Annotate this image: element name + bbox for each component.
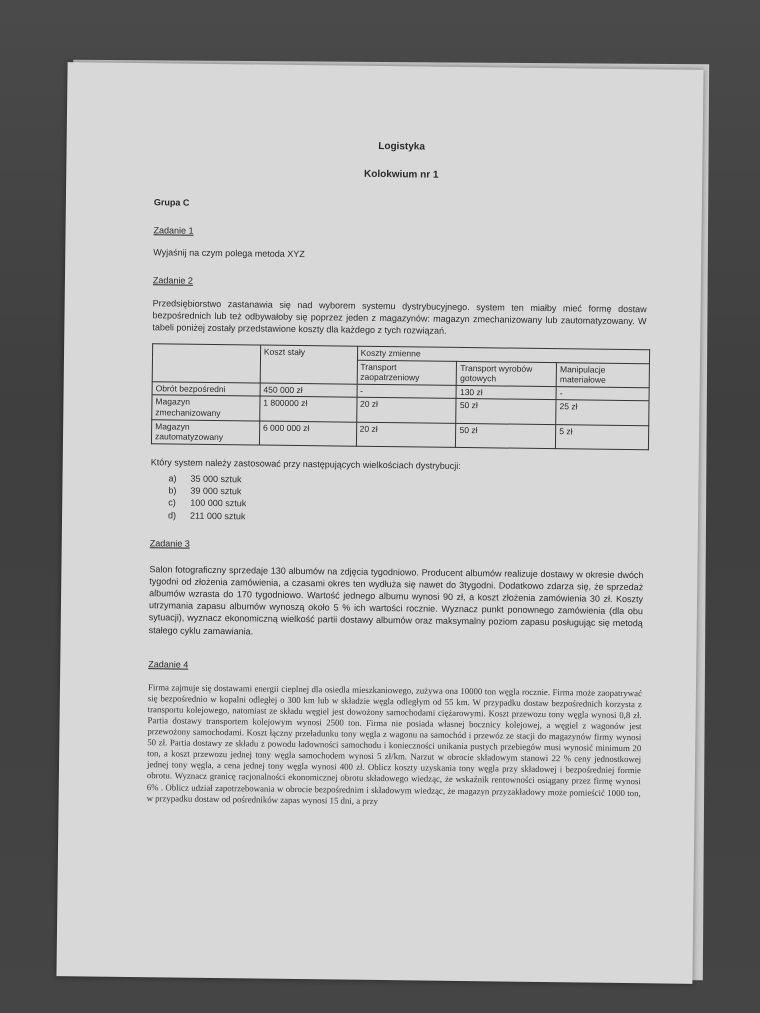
task2-intro: Przedsiębiorstwo zastanawia się nad wyborem systemu dystrybucyjnego. system ten miałby mieć formę dostaw bezpośrednich lub też odbywałoby się poprzez jeden z magazynów: magazyn zmechanizowany lub zautomatyzowany. W tabeli poniżej zostały przedstawione koszty dla każdego z tych rozwiązań. xyxy=(152,297,647,336)
task3-heading: Zadanie 3 xyxy=(149,537,190,549)
task4-heading: Zadanie 4 xyxy=(148,658,189,670)
options-list xyxy=(168,473,645,527)
task2-question: Który system należy zastosować przy następujących wielkościach dystrybucji: xyxy=(150,457,461,471)
paper-sheet xyxy=(56,62,703,984)
cell-fixed: 1 800000 zł xyxy=(260,397,357,422)
cell-supply: 20 zł xyxy=(356,398,456,423)
cell-fixed: 6 000 000 zł xyxy=(259,421,356,446)
option-text: 211 000 sztuk xyxy=(190,510,246,521)
cell-goods: 130 zł xyxy=(456,385,556,400)
row-name: Magazyn zmechanizowany xyxy=(152,395,260,421)
table-row xyxy=(151,419,648,449)
header-variable-costs: Koszty zmienne xyxy=(357,346,650,363)
cell-supply: - xyxy=(357,384,457,399)
task1-heading: Zadanie 1 xyxy=(153,225,194,236)
cell-handling: - xyxy=(556,387,649,402)
option-text: 35 000 sztuk xyxy=(190,473,242,485)
header-transport-supply: Transport zaopatrzeniowy xyxy=(357,360,457,385)
task2-heading: Zadanie 2 xyxy=(152,275,194,287)
cell-handling: 25 zł xyxy=(556,400,649,425)
option-mark: a) xyxy=(168,473,177,484)
option-mark: d) xyxy=(168,509,177,521)
header-transport-goods: Transport wyrobów gotowych xyxy=(457,361,557,386)
header-handling: Manipulacje materiałowe xyxy=(556,362,649,387)
cost-table xyxy=(151,343,650,450)
cell-goods: 50 zł xyxy=(456,399,556,424)
header-fixed-cost: Koszt stały xyxy=(260,345,357,384)
option-mark: c) xyxy=(168,497,176,508)
cell-handling: 5 zł xyxy=(556,424,649,449)
task1-text: Wyjaśnij na czym polega metoda XYZ xyxy=(153,247,305,260)
cell-fixed: 450 000 zł xyxy=(260,383,357,398)
option-text: 100 000 sztuk xyxy=(190,498,247,509)
task4-text: Firma zajmuje się dostawami energii cieplnej dla osiedla mieszkaniowego, zużywa ona 10000 ton węgla rocznie. Firma może zaopatrywać się bezpośrednio w kopalni odległej o 300 km lub w składzie węgla odległym od 55 km. W przypadku dostaw bezpośrednich korzysta z transportu kolejowego, natomiast ze składu węgiel jest dowożony samochodami ciężarowymi. Koszt przewozu tony węgla wynosi 0,8 zł. Partia dostawy transportem kolejowym wynosi 2500 ton. Firma nie posiada własnej bocznicy kolejowej, a węgiel z wagonów jest przewożony samochodami. Koszt łączny przeładunku tony węgla z wagonu na samochód i przewóz ze stacji do magazynów firmy wynosi 50 zł. Partia dostawy ze składu z powodu ładowności samochodu i konieczności unikania pustych przebiegów musi wynosić minimum 20 ton, a koszt przewozu jednej tony węgla samochodem wynosi 5 zł/km. Narzut w obrocie składowym stanowi 22 % ceny jednostkowej jednej tony węgla, a cena jednej tony węgla wynosi 400 zł. Oblicz koszty uzyskania tony węgla przy składowej i bezpośredniej formie obrotu. Wyznacz granicę racjonalności ekonomicznej obrotu składowego wiedząc, że wskaźnik rentowności osiągany przez firmę wynosi 6% . Oblicz udział zapotrzebowania w obrocie bezpośrednim i składowym wiedząc, że magazyn przyzakładowy może pomieścić 1000 ton, w przypadku dostaw od pośredników zapas wynosi 15 dni, a przy xyxy=(146,681,643,806)
row-name: Obrót bezpośredni xyxy=(152,382,260,397)
group-label: Grupa C xyxy=(153,197,190,208)
option-text: 39 000 sztuk xyxy=(190,485,242,497)
cell-supply: 20 zł xyxy=(356,422,456,447)
option-mark: b) xyxy=(168,485,177,496)
task3-text: Salon fotograficzny sprzedaje 130 albumów na zdjęcia tygodniowo. Producent albumów realizuje dostawy w okresie dwóch tygodni od złożenia zamówienia, a czasami okres ten wydłuża się nawet do 3tygodni. Dodatkowo zdarza się, że sprzedaż albumów wzrasta do 170 tygodniowo. Wartość jednego albumu wynosi 90 zł, a koszt złożenia zamówienia 30 zł. Koszty utrzymania zapasu albumów wynoszą około 5 % ich wartości rocznie. Wyznacz punkt ponownego zamówienia (dla obu sytuacji), wyznacz ekonomiczną wielkość partii dostawy albumów oraz maksymalny poziom zapasu posługując się metodą stałego cyklu zamawiania. xyxy=(148,564,644,636)
document-title: Logistyka xyxy=(378,140,426,153)
cell-goods: 50 zł xyxy=(456,423,556,448)
table-corner-cell xyxy=(152,344,260,383)
document-subtitle: Kolokwium nr 1 xyxy=(363,168,439,181)
document-content xyxy=(147,137,649,810)
row-name: Magazyn zautomatyzowany xyxy=(151,419,259,445)
